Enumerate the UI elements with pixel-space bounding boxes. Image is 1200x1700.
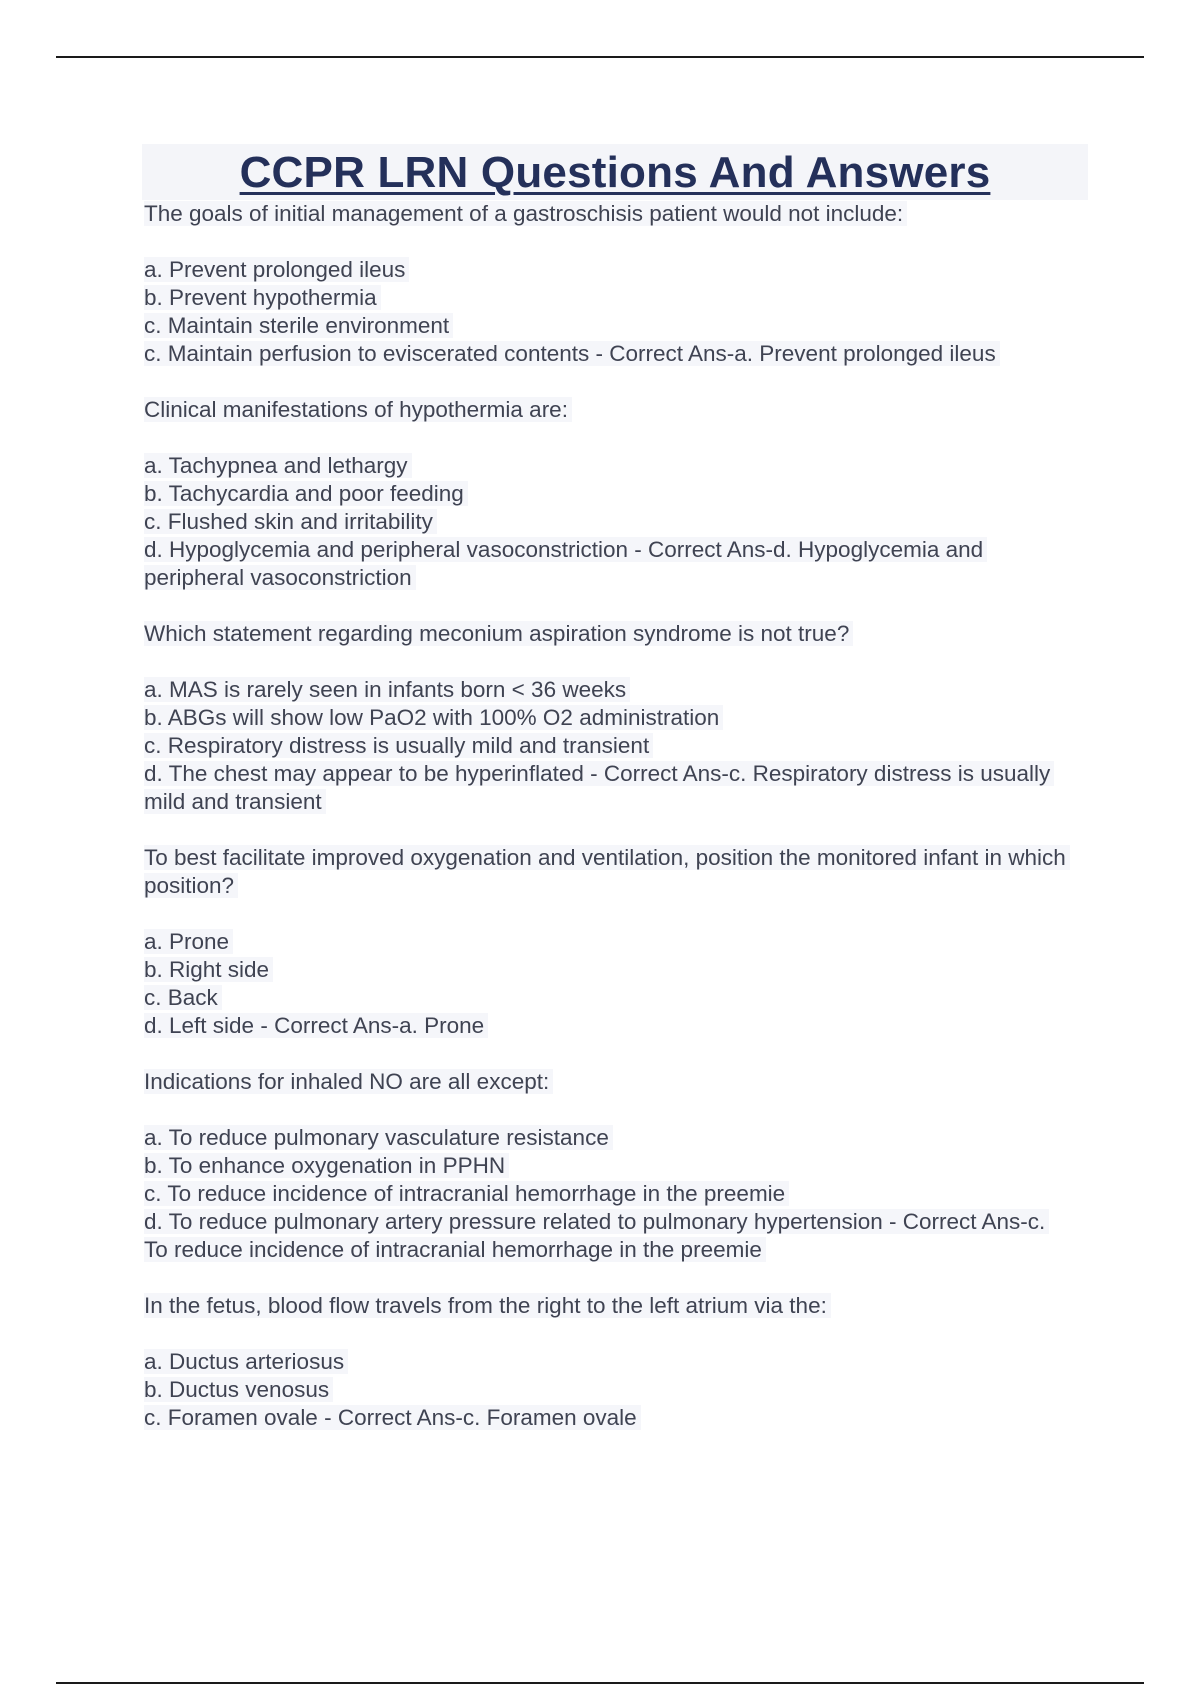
answer-option-with-correct-answer: d. Hypoglycemia and peripheral vasoconstriction - Correct Ans-d. Hypoglycemia and peripheral vasoconstriction <box>144 536 1074 592</box>
answer-option: b. Tachycardia and poor feeding <box>144 480 1094 508</box>
answer-option: c. Maintain sterile environment <box>144 312 1094 340</box>
question-block-1 <box>144 200 1094 368</box>
answer-option: c. Respiratory distress is usually mild and transient <box>144 732 1094 760</box>
page-title: CCPR LRN Questions And Answers <box>239 148 991 197</box>
answer-option: b. Ductus venosus <box>144 1376 1094 1404</box>
answer-option: b. Right side <box>144 956 1094 984</box>
answer-option-with-correct-answer: c. Foramen ovale - Correct Ans-c. Foramen ovale <box>144 1404 1094 1432</box>
answer-option-with-correct-answer: d. The chest may appear to be hyperinflated - Correct Ans-c. Respiratory distress is usually mild and transient <box>144 760 1074 816</box>
question-block-2 <box>144 396 1094 592</box>
question-block-4 <box>144 844 1094 1040</box>
question-stem: The goals of initial management of a gastroschisis patient would not include: <box>144 200 1094 228</box>
title-band <box>142 144 1088 200</box>
answer-option-with-correct-answer: c. Maintain perfusion to eviscerated contents - Correct Ans-a. Prevent prolonged ileus <box>144 340 1094 368</box>
question-block-6 <box>144 1292 1094 1432</box>
answer-option: a. Ductus arteriosus <box>144 1348 1094 1376</box>
document-body <box>144 144 1094 1432</box>
question-block-5 <box>144 1068 1094 1264</box>
answer-option: a. MAS is rarely seen in infants born < 36 weeks <box>144 676 1094 704</box>
question-block-3 <box>144 620 1094 816</box>
answer-option: b. ABGs will show low PaO2 with 100% O2 administration <box>144 704 1094 732</box>
answer-option: c. Back <box>144 984 1094 1012</box>
answer-option: a. To reduce pulmonary vasculature resistance <box>144 1124 1094 1152</box>
answer-option: c. Flushed skin and irritability <box>144 508 1094 536</box>
answer-option-with-correct-answer: d. To reduce pulmonary artery pressure related to pulmonary hypertension - Correct Ans-c. To reduce incidence of intracranial hemorrhage in the preemie <box>144 1208 1074 1264</box>
answer-option: b. Prevent hypothermia <box>144 284 1094 312</box>
question-stem: To best facilitate improved oxygenation and ventilation, position the monitored infant in which position? <box>144 844 1074 900</box>
question-stem: Clinical manifestations of hypothermia are: <box>144 396 1094 424</box>
question-stem: Which statement regarding meconium aspiration syndrome is not true? <box>144 620 1094 648</box>
question-stem: Indications for inhaled NO are all except: <box>144 1068 1094 1096</box>
question-stem: In the fetus, blood flow travels from the right to the left atrium via the: <box>144 1292 1094 1320</box>
answer-option-with-correct-answer: d. Left side - Correct Ans-a. Prone <box>144 1012 1094 1040</box>
answer-option: a. Tachypnea and lethargy <box>144 452 1094 480</box>
answer-option: b. To enhance oxygenation in PPHN <box>144 1152 1094 1180</box>
answer-option: a. Prevent prolonged ileus <box>144 256 1094 284</box>
header-rule <box>56 56 1144 58</box>
answer-option: a. Prone <box>144 928 1094 956</box>
footer-rule <box>56 1682 1144 1684</box>
answer-option: c. To reduce incidence of intracranial hemorrhage in the preemie <box>144 1180 1094 1208</box>
